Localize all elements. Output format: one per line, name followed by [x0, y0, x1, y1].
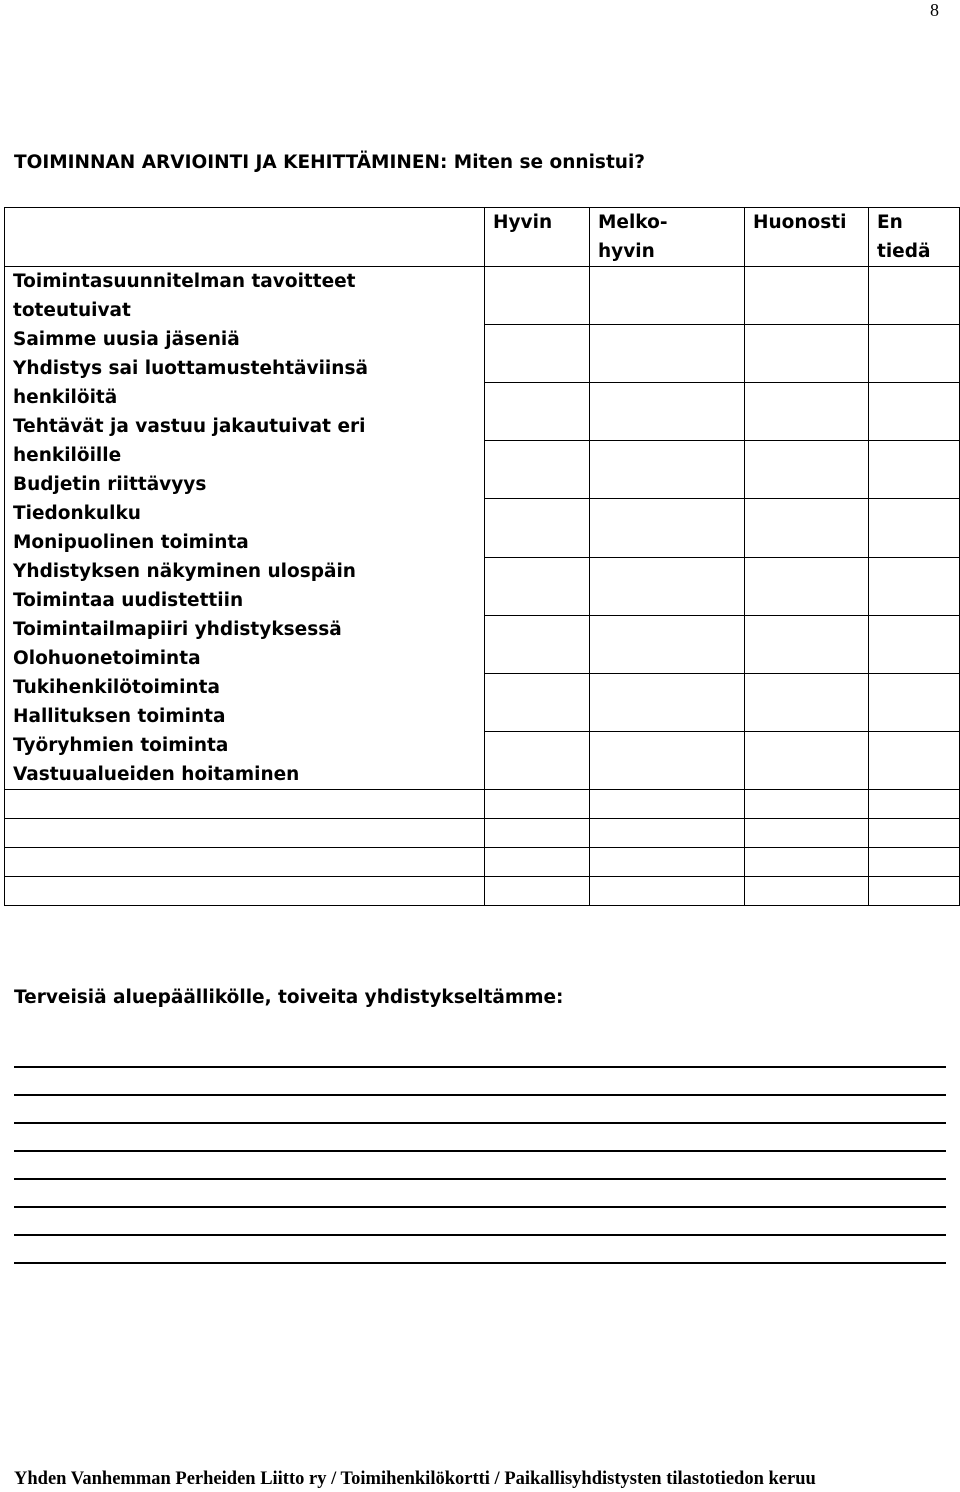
criteria-line: Työryhmien toiminta [13, 735, 229, 756]
answer-line[interactable] [14, 1178, 946, 1206]
page-footer: Yhden Vanhemman Perheiden Liitto ry / Toimihenkilökortti / Paikallisyhdistysten tilastotiedon keruu [14, 1469, 816, 1489]
rating-cell[interactable] [869, 731, 960, 789]
rating-cell[interactable] [869, 848, 960, 877]
criteria-line: Tukihenkilötoiminta [13, 677, 220, 698]
rating-cell[interactable] [869, 877, 960, 906]
criteria-line: Yhdistys sai luottamustehtäviinsä [13, 358, 368, 379]
rating-cell[interactable] [869, 790, 960, 819]
criteria-line: Toimintasuunnitelman tavoitteet [13, 271, 356, 292]
evaluation-table [4, 207, 960, 906]
criteria-line: henkilöille [13, 445, 122, 466]
rating-cell[interactable] [869, 615, 960, 673]
rating-cell[interactable] [745, 790, 869, 819]
empty-criteria-cell[interactable] [5, 848, 485, 877]
criteria-line: henkilöitä [13, 387, 118, 408]
rating-cell[interactable] [590, 267, 745, 325]
criteria-list [13, 267, 476, 789]
rating-cell[interactable] [590, 383, 745, 441]
greeting-prompt: Terveisiä aluepäällikölle, toiveita yhdistykseltämme: [14, 987, 564, 1008]
answer-line[interactable] [14, 1066, 946, 1094]
rating-cell[interactable] [485, 499, 590, 557]
rating-cell[interactable] [869, 499, 960, 557]
rating-cell[interactable] [485, 615, 590, 673]
rating-cell[interactable] [745, 441, 869, 499]
rating-cell[interactable] [485, 325, 590, 383]
rating-cell[interactable] [485, 383, 590, 441]
criteria-header-cell [5, 208, 485, 267]
rating-cell[interactable] [590, 731, 745, 789]
empty-criteria-cell[interactable] [5, 819, 485, 848]
rating-cell[interactable] [485, 267, 590, 325]
rating-cell[interactable] [590, 325, 745, 383]
rating-cell[interactable] [485, 790, 590, 819]
rating-cell[interactable] [869, 557, 960, 615]
rating-cell[interactable] [745, 325, 869, 383]
rating-cell[interactable] [485, 848, 590, 877]
empty-criteria-cell[interactable] [5, 877, 485, 906]
rating-cell[interactable] [745, 819, 869, 848]
criteria-line: Vastuualueiden hoitaminen [13, 764, 300, 785]
criteria-line: Hallituksen toiminta [13, 706, 226, 727]
rating-cell[interactable] [485, 673, 590, 731]
criteria-list-cell [5, 267, 485, 790]
rating-cell[interactable] [745, 877, 869, 906]
rating-cell[interactable] [485, 557, 590, 615]
grid-row [5, 877, 960, 906]
rating-cell[interactable] [745, 499, 869, 557]
rating-cell[interactable] [869, 441, 960, 499]
rating-cell[interactable] [869, 673, 960, 731]
grid-row [5, 790, 960, 819]
rating-cell[interactable] [590, 819, 745, 848]
criteria-line: Tiedonkulku [13, 503, 141, 524]
rating-cell[interactable] [485, 877, 590, 906]
rating-cell[interactable] [745, 557, 869, 615]
rating-cell[interactable] [590, 499, 745, 557]
rating-cell[interactable] [745, 673, 869, 731]
rating-cell[interactable] [590, 557, 745, 615]
criteria-line: Monipuolinen toiminta [13, 532, 249, 553]
rating-cell[interactable] [485, 731, 590, 789]
rating-cell[interactable] [590, 441, 745, 499]
answer-line[interactable] [14, 1122, 946, 1150]
criteria-line: Yhdistyksen näkyminen ulospäin [13, 561, 356, 582]
criteria-line: Saimme uusia jäseniä [13, 329, 240, 350]
table-header-row [5, 208, 960, 267]
rating-cell[interactable] [590, 848, 745, 877]
rating-cell[interactable] [590, 615, 745, 673]
rating-cell[interactable] [745, 848, 869, 877]
page-number: 8 [930, 0, 939, 20]
criteria-line: Olohuonetoiminta [13, 648, 201, 669]
criteria-line: Tehtävät ja vastuu jakautuivat eri [13, 416, 366, 437]
criteria-line: toteutuivat [13, 300, 131, 321]
empty-criteria-cell[interactable] [5, 790, 485, 819]
section-title: TOIMINNAN ARVIOINTI JA KEHITTÄMINEN: Miten se onnistui? [14, 152, 646, 173]
criteria-line: Toimintailmapiiri yhdistyksessä [13, 619, 342, 640]
criteria-line: Budjetin riittävyys [13, 474, 207, 495]
rating-cell[interactable] [590, 790, 745, 819]
grid-row [5, 848, 960, 877]
rating-cell[interactable] [745, 267, 869, 325]
answer-line[interactable] [14, 1094, 946, 1122]
rating-cell[interactable] [590, 877, 745, 906]
grid-row [5, 819, 960, 848]
column-header-melko-hyvin: Melko- hyvin [590, 208, 745, 267]
column-header-en-tieda: En tiedä [869, 208, 960, 267]
rating-cell[interactable] [869, 267, 960, 325]
rating-cell[interactable] [485, 819, 590, 848]
answer-lines [14, 1066, 946, 1290]
rating-cell[interactable] [869, 325, 960, 383]
rating-cell[interactable] [745, 615, 869, 673]
answer-line[interactable] [14, 1206, 946, 1234]
criteria-row [5, 267, 960, 325]
column-header-hyvin: Hyvin [485, 208, 590, 267]
rating-cell[interactable] [745, 731, 869, 789]
answer-line[interactable] [14, 1262, 946, 1290]
criteria-line: Toimintaa uudistettiin [13, 590, 244, 611]
rating-cell[interactable] [745, 383, 869, 441]
rating-cell[interactable] [485, 441, 590, 499]
answer-line[interactable] [14, 1234, 946, 1262]
rating-cell[interactable] [869, 383, 960, 441]
column-header-huonosti: Huonosti [745, 208, 869, 267]
rating-cell[interactable] [869, 819, 960, 848]
answer-line[interactable] [14, 1150, 946, 1178]
rating-cell[interactable] [590, 673, 745, 731]
